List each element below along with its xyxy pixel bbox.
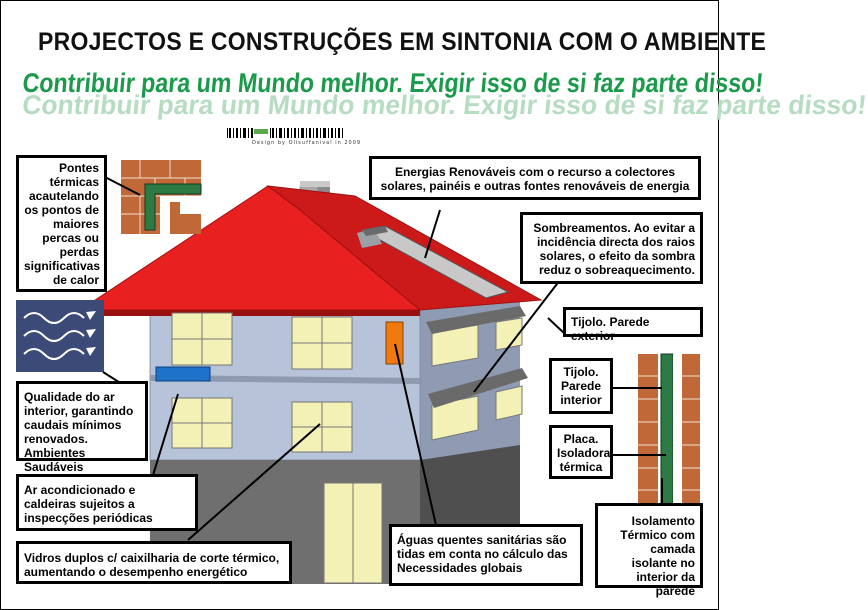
callout-hvac-inspection: Ar acondicionado e caldeiras sujeitos a inspecções periódicas xyxy=(16,474,198,531)
brick-corner-section-icon xyxy=(121,160,201,234)
callout-brick-interior: Tijolo. Parede interior xyxy=(549,358,613,414)
wall-section-icon xyxy=(638,354,700,504)
callout-hot-water: Águas quentes sanitárias são tidas em conta no cálculo das Necessidades globais xyxy=(389,524,583,586)
window xyxy=(172,398,232,448)
callout-shading: Sombreamentos. Ao evitar a incidência directa dos raios solares, o efeito da sombra reduz o sobreaquecimento. xyxy=(520,212,703,284)
callout-insulation-board: Placa. Isoladora térmica xyxy=(549,425,613,479)
callout-double-glazing: Vidros duplos c/ caixilharia de corte térmico, aumentando o desempenho energético xyxy=(16,541,292,584)
page-title: PROJECTOS E CONSTRUÇÕES EM SINTONIA COM O AMBIENTE xyxy=(38,28,767,56)
callout-thermal-bridges: Pontes térmicas acautelando os pontos de maiores percas ou perdas significativas de calor xyxy=(16,155,107,292)
subtitle-reflection: Contribuir para um Mundo melhor. Exigir isso de si faz parte disso! xyxy=(20,90,868,120)
boiler-unit xyxy=(386,322,403,364)
window xyxy=(172,313,232,365)
door xyxy=(324,483,382,583)
callout-air-quality: Qualidade do ar interior, garantindo caudais mínimos renovados. Ambientes Saudáveis xyxy=(16,381,148,461)
page-subtitle: Contribuir para um Mundo melhor. Exigir isso de si faz parte disso! xyxy=(21,68,765,98)
airflow-wave-icon xyxy=(16,300,104,372)
window xyxy=(292,402,352,452)
barcode-icon xyxy=(226,128,346,139)
design-credit: Design by Olisuffanival in 2009 xyxy=(252,140,362,146)
callout-renewable-energy: Energias Renováveis com o recurso a colectores solares, painéis e outras fontes renováveis de energia xyxy=(369,156,701,200)
callout-brick-exterior: Tijolo. Parede exterior xyxy=(563,307,703,337)
air-conditioner-unit xyxy=(156,367,210,381)
callout-thermal-insulation: Isolamento Térmico com camada isolante no interior da parede xyxy=(595,503,703,588)
window xyxy=(292,317,352,369)
